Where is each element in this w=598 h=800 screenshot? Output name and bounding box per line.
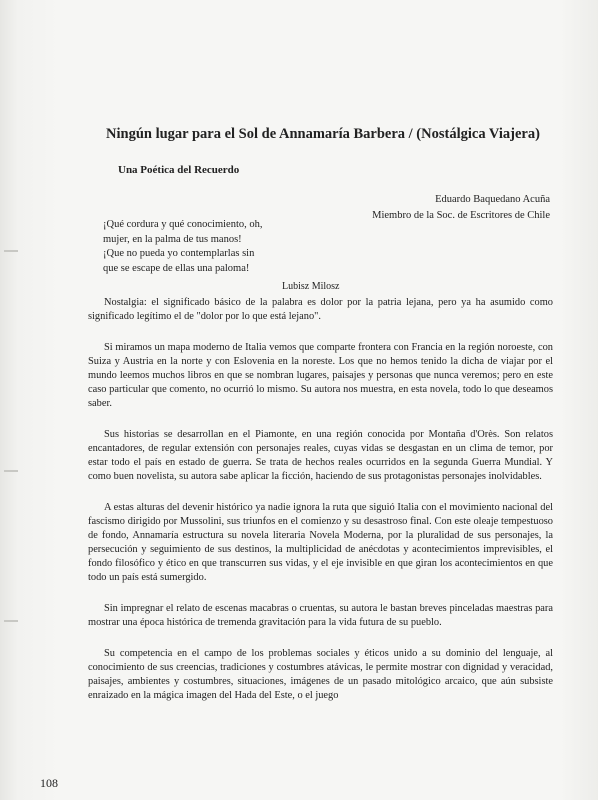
poem-line: que se escape de ellas una paloma! bbox=[103, 262, 250, 274]
page-number: 108 bbox=[40, 776, 58, 790]
scan-margin-mark bbox=[4, 620, 18, 622]
body-paragraph: Su competencia en el campo de los problemas sociales y éticos unido a su dominio del lenguaje, al conocimiento de sus creencias, tradiciones y costumbres atávicas, le permite mostrar con dignidad y veracidad, paisajes, ambientes y costumbres, situaciones, imágenes de un pasado mitológico arcaico, que aún subsiste enraizado en la mágica imagen del Hada del Este, o el juego bbox=[88, 648, 553, 701]
scan-margin-mark bbox=[4, 250, 18, 252]
article-subtitle: Una Poética del Recuerdo bbox=[118, 164, 240, 176]
article-title: Ningún lugar para el Sol de Annamaría Barbera / (Nostálgica Viajera) bbox=[106, 126, 540, 142]
body-paragraph: Nostalgia: el significado básico de la palabra es dolor por la patria lejana, pero ya ha asumido como significado legítimo el de "dolor por lo que está lejano". bbox=[88, 297, 553, 322]
body-paragraph: Sus historias se desarrollan en el Piamonte, en una región conocida por Montaña d'Orès. Son relatos encantadores, de regular extensión con personajes reales, cuyas vidas se desgastan en un clima de temor, por estar todo el país en estado de guerra. Se trata de hechos reales ocurridos en la segunda Guerra Mundial. Y como buen novelista, su autora sabe aplicar la ficción, haciendo de sus protagonistas personajes inolvidables. bbox=[88, 429, 553, 482]
poem-line: ¡Qué cordura y qué conocimiento, oh, bbox=[103, 219, 263, 230]
epigraph-poem bbox=[103, 218, 263, 276]
article-body bbox=[88, 296, 553, 720]
poem-line: ¡Que no pueda yo contemplarlas sin bbox=[103, 248, 255, 259]
body-paragraph: Sin impregnar el relato de escenas macabras o cruentas, su autora le bastan breves pinceladas maestras para mostrar una época histórica de tremenda gravitación para la vida futura de su pueblo. bbox=[88, 603, 553, 628]
body-paragraph: Si miramos un mapa moderno de Italia vemos que comparte frontera con Francia en la región noroeste, con Suiza y Austria en la norte y con Eslovenia en la noreste. Los que no hemos tenido la dicha de viajar por el mundo leemos muchos libros en que se nombran lugares, paisajes y personas que nunca veremos; pero en este caso particular que comento, no ocurrió lo mismo. Su autora nos muestra, en esta novela, todo lo que deseamos saber. bbox=[88, 342, 553, 409]
scan-margin-mark bbox=[4, 470, 18, 472]
body-paragraph: A estas alturas del devenir histórico ya nadie ignora la ruta que siguió Italia con el movimiento nacional del fascismo dirigido por Mussolini, sus triunfos en el comienzo y su desastroso final. Con este oleaje tempestuoso de fondo, Annamaría estructura su novela literaria Novela Moderna, por la pluralidad de sus personajes, la persecución y seguimiento de sus destinos, la multiplicidad de anécdotas y acontecimientos imprevisibles, el fondo filosófico y ético en que transcurren sus vidas, y el eje invisible en que giran los acontecimientos en que todo un país está sumergido. bbox=[88, 502, 553, 583]
author-name: Eduardo Baquedano Acuña bbox=[435, 194, 550, 205]
author-affiliation: Miembro de la Soc. de Escritores de Chile bbox=[372, 210, 550, 221]
poem-attribution: Lubisz Milosz bbox=[282, 281, 340, 292]
author-block bbox=[372, 192, 550, 224]
poem-line: mujer, en la palma de tus manos! bbox=[103, 233, 242, 245]
